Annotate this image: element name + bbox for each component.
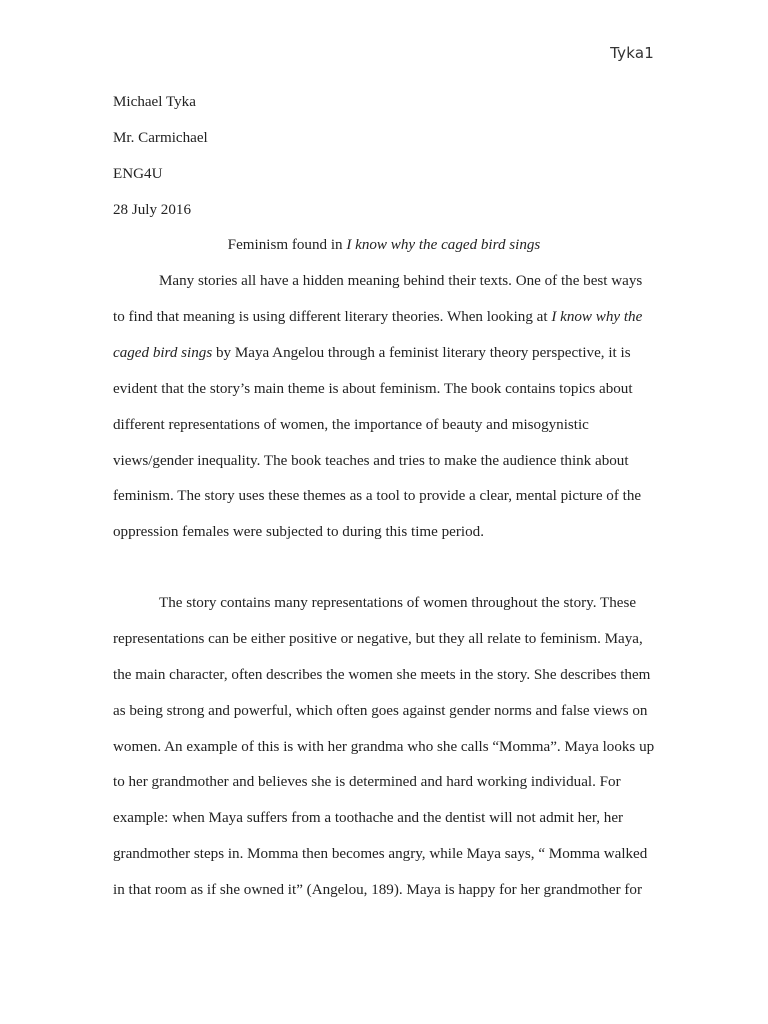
p1-line-5: different representations of women, the importance of beauty and misogynistic — [113, 417, 589, 433]
author-name: Michael Tyka — [113, 94, 196, 110]
p1-line-7: feminism. The story uses these themes as a tool to provide a clear, mental picture of the — [113, 488, 642, 504]
p1-line-2 — [113, 307, 642, 327]
p2-line-9: in that room as if she owned it” (Angelou, 189). Maya is happy for her grandmother for — [113, 882, 642, 898]
teacher-name: Mr. Carmichael — [113, 130, 208, 146]
p2-line-5: women. An example of this is with her grandma who she calls “Momma”. Maya looks up — [113, 739, 655, 755]
p1-line-3-text: by Maya Angelou through a feminist literary theory perspective, it is — [212, 345, 631, 361]
essay-date: 28 July 2016 — [113, 202, 191, 218]
essay-title — [0, 235, 768, 255]
essay-title-prefix: Feminism found in — [227, 237, 347, 253]
p1-line-1: Many stories all have a hidden meaning behind their texts. One of the best ways — [159, 273, 643, 289]
p1-line-6: views/gender inequality. The book teaches and tries to make the audience think about — [113, 453, 629, 469]
p2-line-4: as being strong and powerful, which often goes against gender norms and false views on — [113, 703, 648, 719]
essay-title-book: I know why the caged bird sings — [346, 237, 541, 253]
p1-line-2-text: to find that meaning is using different literary theories. When looking at — [113, 309, 552, 325]
p2-line-2: representations can be either positive or negative, but they all relate to feminism. Maya, — [113, 631, 643, 647]
p1-line-2-book: I know why the — [551, 309, 643, 325]
p2-line-7: example: when Maya suffers from a toothache and the dentist will not admit her, her — [113, 810, 624, 826]
p1-line-3-book: caged bird sings — [113, 345, 213, 361]
p1-line-3 — [113, 343, 631, 363]
p2-line-1: The story contains many representations of women throughout the story. These — [159, 595, 637, 611]
course-code: ENG4U — [113, 166, 163, 182]
p1-line-8: oppression females were subjected to during this time period. — [113, 524, 484, 540]
page-number-header: Tyka1 — [610, 44, 654, 62]
p1-line-4: evident that the story’s main theme is about feminism. The book contains topics about — [113, 381, 633, 397]
p2-line-8: grandmother steps in. Momma then becomes angry, while Maya says, “ Momma walked — [113, 846, 648, 862]
p2-line-3: the main character, often describes the women she meets in the story. She describes them — [113, 667, 651, 683]
p2-line-6: to her grandmother and believes she is determined and hard working individual. For — [113, 774, 621, 790]
